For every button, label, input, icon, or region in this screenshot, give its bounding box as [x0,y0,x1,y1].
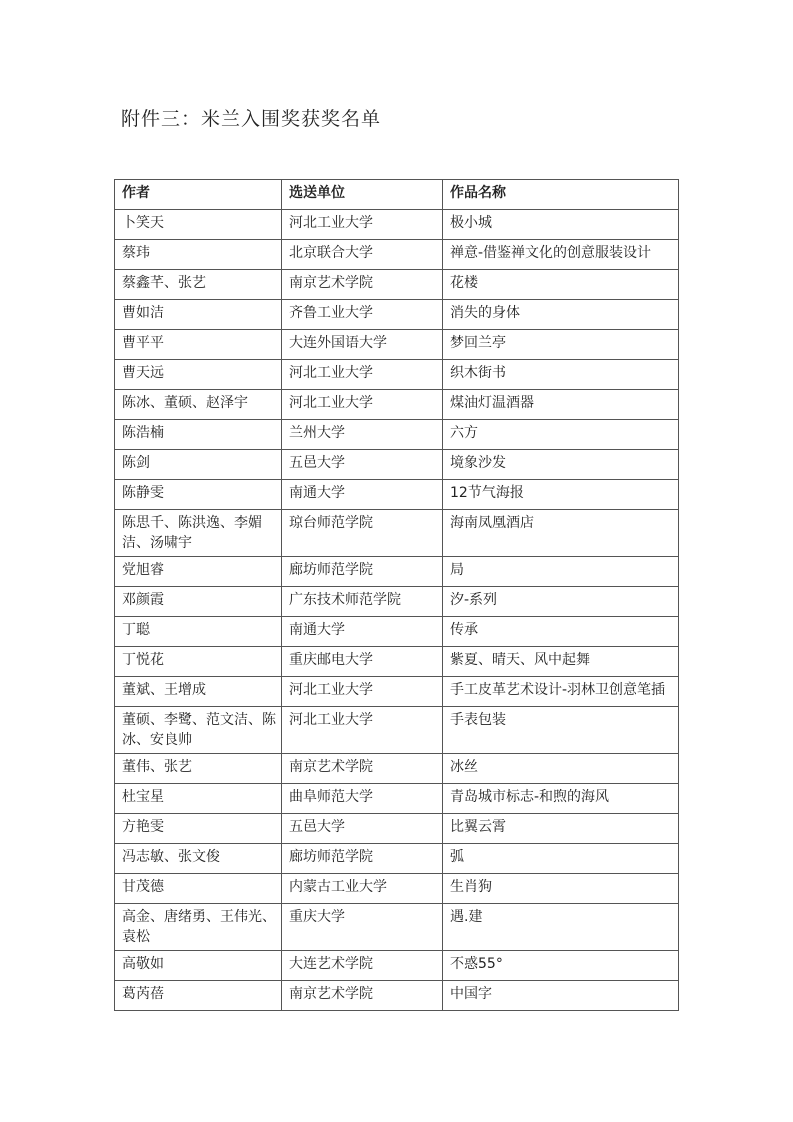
cell-author: 蔡鑫芊、张艺 [115,270,282,300]
header-institution: 选送单位 [282,180,443,210]
cell-author: 党旭睿 [115,557,282,587]
cell-work-title: 汐-系列 [443,587,679,617]
table-row [115,904,679,951]
cell-institution: 河北工业大学 [282,210,443,240]
table-row [115,300,679,330]
cell-author: 曹天远 [115,360,282,390]
table-row [115,707,679,754]
cell-institution: 大连外国语大学 [282,330,443,360]
cell-author: 丁聪 [115,617,282,647]
cell-work-title: 生肖狗 [443,874,679,904]
cell-institution: 重庆邮电大学 [282,647,443,677]
cell-institution: 内蒙古工业大学 [282,874,443,904]
cell-work-title: 遇.建 [443,904,679,951]
cell-author: 陈浩楠 [115,420,282,450]
cell-author: 高敬如 [115,951,282,981]
cell-institution: 五邑大学 [282,814,443,844]
cell-author: 陈静雯 [115,480,282,510]
cell-work-title: 传承 [443,617,679,647]
table-row [115,647,679,677]
table-row [115,557,679,587]
cell-institution: 南京艺术学院 [282,754,443,784]
cell-work-title: 六方 [443,420,679,450]
cell-work-title: 境象沙发 [443,450,679,480]
table-row [115,270,679,300]
cell-work-title: 消失的身体 [443,300,679,330]
cell-work-title: 12节气海报 [443,480,679,510]
table-row [115,390,679,420]
table-row [115,210,679,240]
cell-institution: 五邑大学 [282,450,443,480]
cell-institution: 大连艺术学院 [282,951,443,981]
cell-author: 高金、唐绪勇、王伟光、袁松 [115,904,282,951]
table-row [115,330,679,360]
cell-institution: 齐鲁工业大学 [282,300,443,330]
header-author: 作者 [115,180,282,210]
cell-author: 董斌、王增成 [115,677,282,707]
table-row [115,814,679,844]
cell-institution: 广东技术师范学院 [282,587,443,617]
cell-institution: 河北工业大学 [282,360,443,390]
cell-author: 曹如洁 [115,300,282,330]
cell-author: 葛芮蓓 [115,981,282,1011]
cell-work-title: 花楼 [443,270,679,300]
table-row [115,240,679,270]
cell-institution: 河北工业大学 [282,707,443,754]
cell-work-title: 极小城 [443,210,679,240]
table-row [115,420,679,450]
cell-work-title: 比翼云霄 [443,814,679,844]
cell-work-title: 弧 [443,844,679,874]
table-row [115,617,679,647]
cell-work-title: 手表包装 [443,707,679,754]
cell-author: 杜宝星 [115,784,282,814]
cell-author: 蔡玮 [115,240,282,270]
cell-work-title: 冰丝 [443,754,679,784]
cell-institution: 河北工业大学 [282,677,443,707]
cell-author: 陈剑 [115,450,282,480]
cell-work-title: 局 [443,557,679,587]
table-row [115,784,679,814]
cell-work-title: 煤油灯温酒器 [443,390,679,420]
cell-institution: 琼台师范学院 [282,510,443,557]
table-row [115,360,679,390]
cell-author: 董硕、李鹭、范文洁、陈冰、安良帅 [115,707,282,754]
table-row [115,981,679,1011]
table-row [115,480,679,510]
award-list-table [114,179,679,1011]
cell-institution: 重庆大学 [282,904,443,951]
cell-work-title: 海南凤凰酒店 [443,510,679,557]
cell-institution: 河北工业大学 [282,390,443,420]
table-body [115,210,679,1011]
cell-institution: 廊坊师范学院 [282,844,443,874]
cell-author: 丁悦花 [115,647,282,677]
table-row [115,844,679,874]
cell-institution: 廊坊师范学院 [282,557,443,587]
cell-author: 甘茂德 [115,874,282,904]
cell-institution: 南京艺术学院 [282,270,443,300]
cell-author: 陈冰、董硕、赵泽宇 [115,390,282,420]
page-title: 附件三：米兰入围奖获奖名单 [121,108,382,130]
cell-institution: 曲阜师范大学 [282,784,443,814]
table-row [115,587,679,617]
cell-work-title: 不惑55° [443,951,679,981]
cell-institution: 南通大学 [282,617,443,647]
table-row [115,450,679,480]
table-row [115,951,679,981]
cell-author: 方艳雯 [115,814,282,844]
cell-institution: 北京联合大学 [282,240,443,270]
header-work-title: 作品名称 [443,180,679,210]
table-row [115,754,679,784]
cell-author: 曹平平 [115,330,282,360]
cell-author: 邓颜霞 [115,587,282,617]
cell-institution: 南京艺术学院 [282,981,443,1011]
cell-author: 冯志敏、张文俊 [115,844,282,874]
cell-work-title: 中国字 [443,981,679,1011]
cell-author: 陈思千、陈洪逸、李媚洁、汤啸宇 [115,510,282,557]
table-row [115,874,679,904]
cell-institution: 兰州大学 [282,420,443,450]
cell-work-title: 手工皮革艺术设计-羽林卫创意笔插 [443,677,679,707]
table-row [115,677,679,707]
cell-work-title: 梦回兰亭 [443,330,679,360]
cell-work-title: 禅意-借鉴禅文化的创意服装设计 [443,240,679,270]
cell-author: 董伟、张艺 [115,754,282,784]
table-row [115,510,679,557]
cell-institution: 南通大学 [282,480,443,510]
cell-work-title: 青岛城市标志-和煦的海风 [443,784,679,814]
table-header-row [115,180,679,210]
cell-work-title: 织木街书 [443,360,679,390]
cell-author: 卜笑天 [115,210,282,240]
cell-work-title: 紫夏、晴天、风中起舞 [443,647,679,677]
